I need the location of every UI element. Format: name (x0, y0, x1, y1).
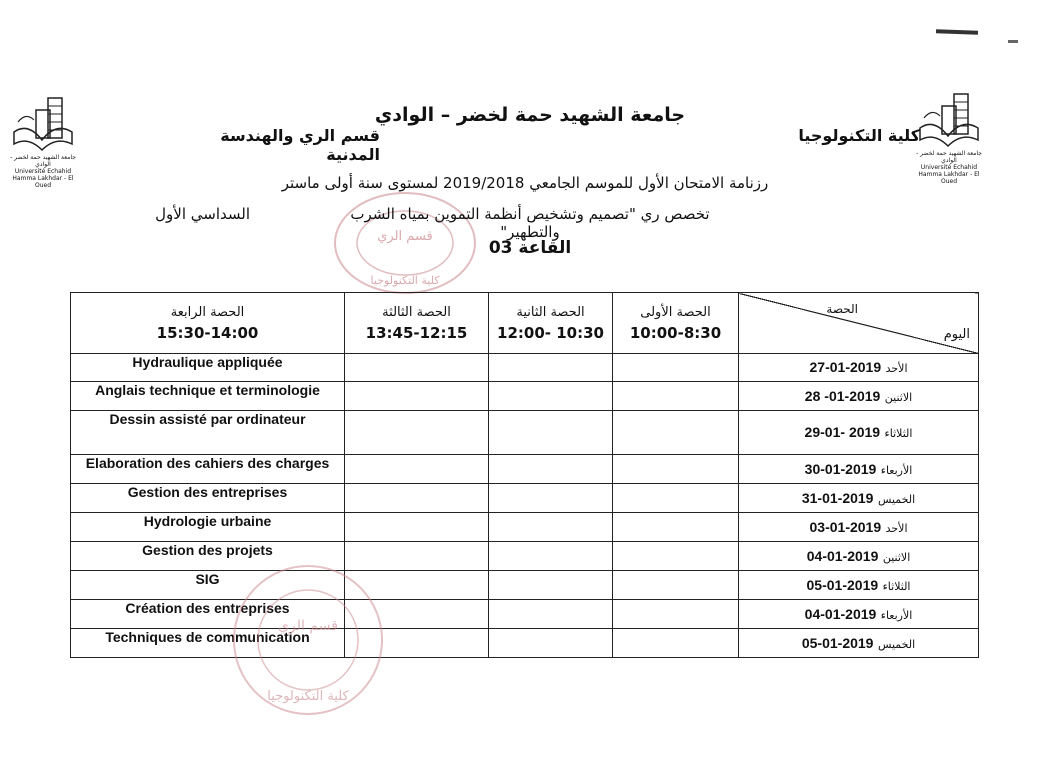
table-row (71, 484, 979, 513)
slot-time: 10:00-8:30 (629, 324, 722, 342)
table-row (71, 629, 979, 658)
subject-cell: Anglais technique et terminologie (71, 382, 345, 411)
day-cell (739, 484, 979, 513)
empty-cell (489, 382, 613, 411)
day-date: 2019 -01-29 (804, 424, 881, 440)
day-date: 2019-01-04 (804, 605, 877, 622)
logo-caption-fr: Université Echahid Hamma Lakhdar - El Oued (918, 164, 980, 185)
slot-time: 13:45-12:15 (365, 324, 468, 342)
stamp-text-bottom: كلية التكنولوجيا (267, 689, 349, 704)
empty-cell (613, 455, 739, 484)
day-date: 2019-01-04 (806, 547, 879, 564)
logo-building-icon (914, 88, 984, 150)
logo-caption-ar: جامعة الشهيد حمة لخضر - الوادي (10, 154, 76, 168)
empty-cell (489, 629, 613, 658)
subject-cell: Dessin assisté par ordinateur (71, 411, 345, 455)
slot-time: 12:00- 10:30 (497, 324, 604, 342)
day-date: 2019-01-05 (801, 634, 874, 651)
empty-cell (613, 513, 739, 542)
specialty-line: تخصص ري "تصميم وتشخيص أنظمة التموين بمياه الشرب والتطهير" (350, 205, 710, 241)
faculty-name: كلية التكنولوجيا (798, 126, 920, 145)
empty-cell (345, 411, 489, 455)
day-name: الثلاثاء (884, 427, 913, 440)
day-date: 2019-01- 28 (804, 387, 881, 404)
empty-cell (345, 382, 489, 411)
day-date: 2019-01-03 (809, 518, 882, 535)
empty-cell (489, 542, 613, 571)
table-row (71, 411, 979, 455)
table-row (71, 571, 979, 600)
day-cell (739, 571, 979, 600)
empty-cell (345, 484, 489, 513)
day-cell (739, 513, 979, 542)
slot-time: 15:30-14:00 (156, 324, 259, 342)
day-cell (739, 354, 979, 382)
empty-cell (613, 354, 739, 382)
slot-header-1 (613, 293, 739, 354)
empty-cell (345, 354, 489, 382)
subject-cell: Gestion des projets (71, 542, 345, 571)
day-cell (739, 411, 979, 455)
empty-cell (489, 455, 613, 484)
subject-cell: Techniques de communication (71, 629, 345, 658)
logo-building-icon (8, 92, 78, 154)
table-row (71, 455, 979, 484)
slot-name: الحصة الثانية (516, 305, 585, 320)
corner-header (739, 293, 979, 354)
table-row (71, 354, 979, 382)
empty-cell (489, 354, 613, 382)
empty-cell (613, 629, 739, 658)
corner-day-label: اليوم (943, 327, 970, 342)
slot-header-3 (345, 293, 489, 354)
university-logo-left (8, 92, 78, 189)
empty-cell (489, 571, 613, 600)
empty-cell (489, 600, 613, 629)
corner-slot-label: الحصة (826, 302, 858, 316)
room-label: القاعة 03 (488, 238, 572, 258)
empty-cell (345, 513, 489, 542)
subject-cell: SIG (71, 571, 345, 600)
day-cell (739, 542, 979, 571)
empty-cell (489, 484, 613, 513)
empty-cell (489, 411, 613, 455)
empty-cell (613, 484, 739, 513)
day-name: الاثنين (884, 390, 913, 404)
empty-cell (489, 513, 613, 542)
day-cell (739, 600, 979, 629)
day-cell (739, 382, 979, 411)
slot-name: الحصة الثالثة (382, 305, 451, 320)
empty-cell (613, 382, 739, 411)
semester-label: السداسي الأول (155, 205, 250, 223)
day-name: الأربعاء (880, 463, 913, 477)
day-name: الثلاثاء (882, 579, 911, 593)
exam-schedule-table (70, 292, 979, 658)
slot-header-2 (489, 293, 613, 354)
empty-cell (345, 455, 489, 484)
day-name: الخميس (877, 492, 916, 506)
table-row (71, 600, 979, 629)
scan-mark (936, 29, 978, 34)
slot-header-4 (71, 293, 345, 354)
subject-cell: Hydrologie urbaine (71, 513, 345, 542)
empty-cell (613, 571, 739, 600)
table-header-row (71, 293, 979, 354)
logo-caption-left (8, 154, 78, 189)
department-name: قسم الري والهندسة المدنية (220, 126, 380, 164)
day-date: 2019-01-05 (806, 576, 879, 593)
day-name: الأحد (885, 521, 908, 535)
day-cell (739, 629, 979, 658)
subject-cell: Création des entreprises (71, 600, 345, 629)
day-cell (739, 455, 979, 484)
logo-caption-right (914, 150, 984, 185)
logo-caption-fr: Université Echahid Hamma Lakhdar - El Oued (12, 168, 74, 189)
university-logo-right (914, 88, 984, 185)
logo-caption-ar: جامعة الشهيد حمة لخضر - الوادي (916, 150, 982, 164)
day-name: الأحد (885, 362, 908, 375)
faculty-stamp (228, 560, 388, 720)
day-name: الأربعاء (880, 608, 913, 622)
day-date: 2019-01-30 (804, 460, 877, 477)
subject-cell: Hydraulique appliquée (71, 354, 345, 382)
scan-dot (1008, 40, 1018, 43)
subject-cell: Elaboration des cahiers des charges (71, 455, 345, 484)
stamp-text-top: قسم الري (278, 618, 338, 634)
table-row (71, 382, 979, 411)
empty-cell (613, 542, 739, 571)
slot-name: الحصة الرابعة (170, 305, 245, 320)
empty-cell (613, 600, 739, 629)
day-name: الاثنين (882, 550, 911, 564)
subject-cell: Gestion des entreprises (71, 484, 345, 513)
table-row (71, 542, 979, 571)
stamp-text-bottom: كلية التكنولوجيا (370, 274, 440, 287)
stamp-text-top: قسم الري (377, 229, 433, 244)
empty-cell (613, 411, 739, 455)
table-row (71, 513, 979, 542)
day-date: 2019-01-31 (801, 489, 874, 506)
exam-calendar-title: رزنامة الامتحان الأول للموسم الجامعي 2019/2018 لمستوى سنة أولى ماستر (281, 174, 769, 192)
day-name: الخميس (877, 637, 916, 651)
university-title: جامعة الشهيد حمة لخضر – الوادي (374, 104, 686, 126)
day-date: 2019-01-27 (809, 359, 882, 375)
slot-name: الحصة الأولى (640, 305, 711, 320)
